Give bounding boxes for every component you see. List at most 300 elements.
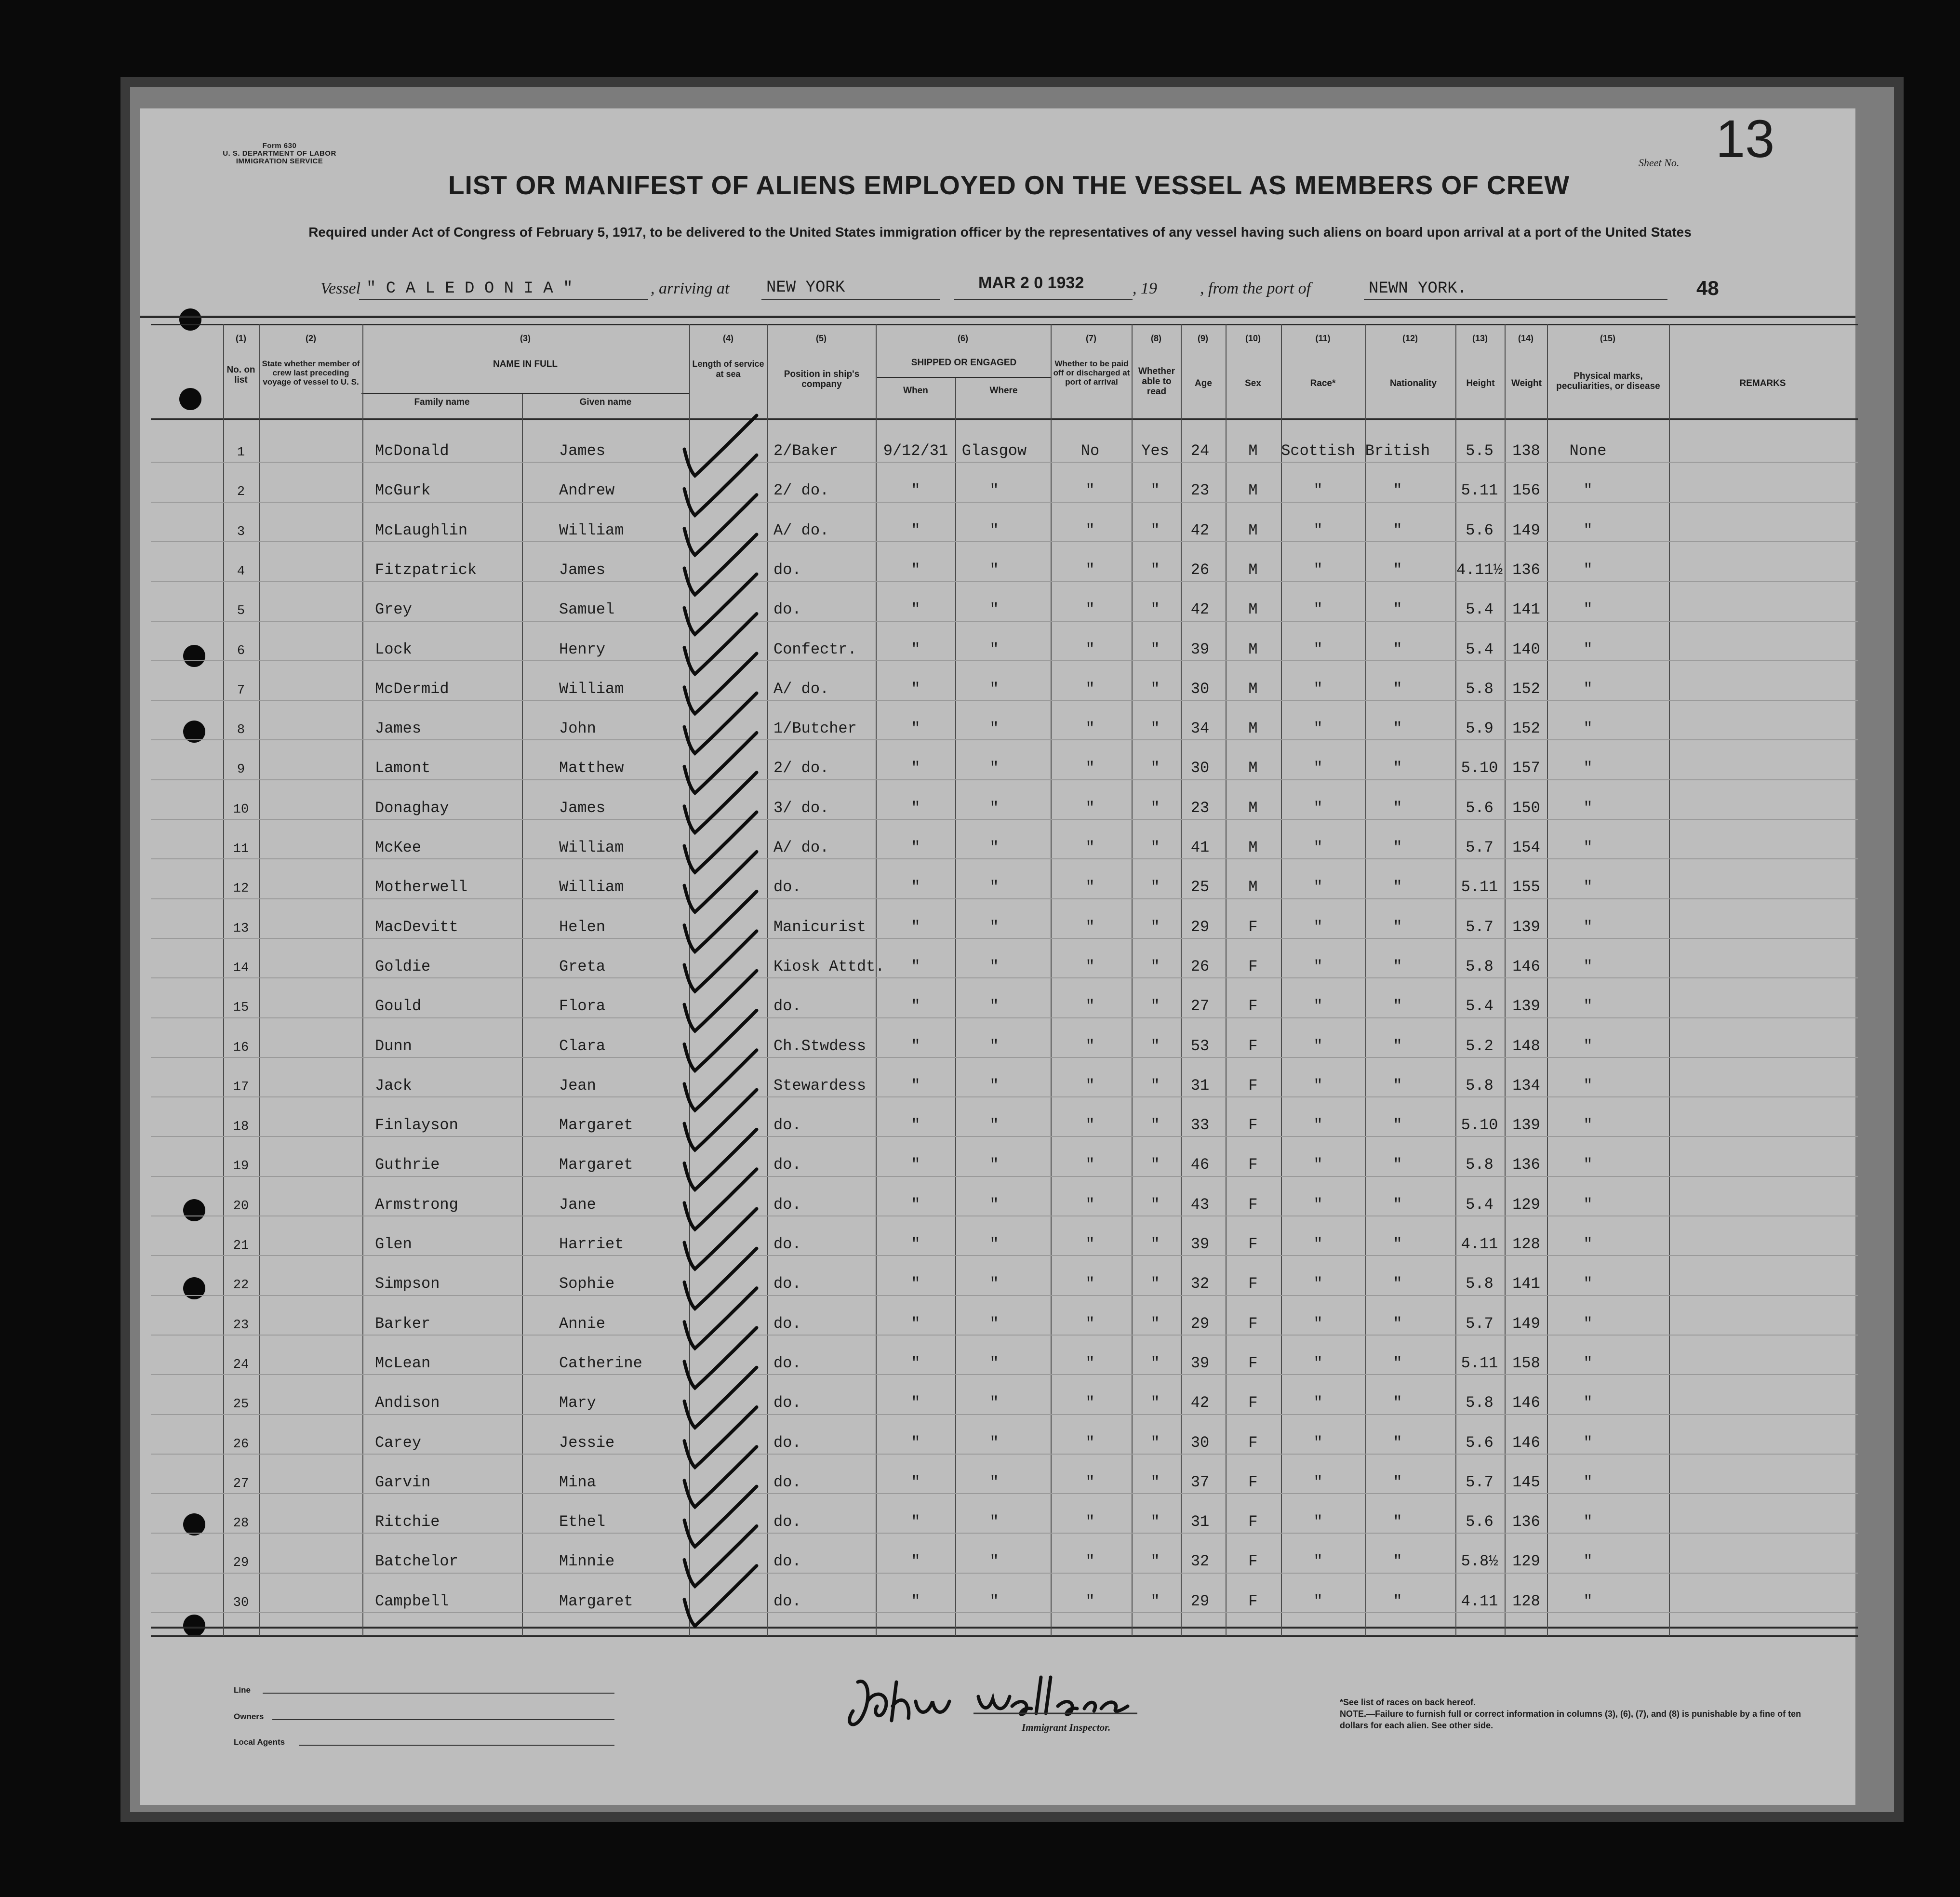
cell-nationality: " bbox=[1393, 521, 1402, 539]
row-number: 27 bbox=[233, 1476, 249, 1491]
cell-read: " bbox=[1150, 839, 1160, 856]
owners-label: Owners bbox=[234, 1712, 264, 1721]
cell-nationality: " bbox=[1393, 1354, 1402, 1372]
cell-age: 43 bbox=[1190, 1195, 1210, 1214]
cell-age: 46 bbox=[1190, 1156, 1210, 1174]
header-when: When bbox=[903, 386, 928, 396]
cell-when: " bbox=[911, 997, 920, 1015]
cell-height: 5.11 bbox=[1461, 1354, 1498, 1372]
cell-race: " bbox=[1313, 1513, 1323, 1531]
cell-sex: M bbox=[1248, 839, 1258, 856]
cell-height: 5.11 bbox=[1461, 878, 1498, 896]
cell-paid-off: " bbox=[1085, 1433, 1095, 1452]
cell-where: " bbox=[989, 481, 999, 500]
cell-position: 2/Baker bbox=[773, 442, 839, 460]
cell-where: " bbox=[989, 1156, 999, 1174]
cell-paid-off: " bbox=[1085, 957, 1095, 975]
cell-height: 5.4 bbox=[1466, 1195, 1493, 1214]
cell-race: " bbox=[1313, 561, 1323, 579]
cell-age: 32 bbox=[1190, 1275, 1210, 1293]
cell-age: 30 bbox=[1190, 759, 1210, 777]
cell-given: Jessie bbox=[559, 1433, 615, 1452]
cell-weight: 129 bbox=[1512, 1195, 1540, 1214]
row-number: 28 bbox=[233, 1516, 249, 1531]
cell-given: Catherine bbox=[559, 1354, 642, 1372]
cell-race: " bbox=[1313, 1354, 1323, 1372]
cell-age: 39 bbox=[1190, 1235, 1210, 1253]
cell-weight: 136 bbox=[1512, 1156, 1540, 1174]
cell-position: do. bbox=[773, 1354, 801, 1372]
cell-height: 5.7 bbox=[1466, 1314, 1493, 1333]
cell-race: " bbox=[1313, 1433, 1323, 1452]
cell-height: 5.8½ bbox=[1461, 1552, 1498, 1571]
cell-given: Jean bbox=[559, 1076, 596, 1095]
cell-height: 5.6 bbox=[1466, 1513, 1493, 1531]
cell-weight: 154 bbox=[1512, 839, 1540, 856]
cell-family: Lock bbox=[375, 640, 412, 658]
cell-given: Henry bbox=[559, 640, 606, 658]
cell-where: " bbox=[989, 601, 999, 619]
cell-family: McKee bbox=[375, 839, 422, 856]
cell-race: " bbox=[1313, 521, 1323, 539]
column-number: (13) bbox=[1472, 334, 1488, 343]
cell-family: Finlayson bbox=[375, 1116, 458, 1135]
cell-read: " bbox=[1150, 1235, 1160, 1253]
cell-position: Confectr. bbox=[773, 640, 857, 658]
header-sex: Sex bbox=[1245, 378, 1261, 388]
header-nationality: Nationality bbox=[1389, 378, 1437, 388]
cell-race: " bbox=[1313, 799, 1323, 817]
cell-where: " bbox=[989, 799, 999, 817]
cell-when: " bbox=[911, 1314, 920, 1333]
cell-nationality: " bbox=[1393, 1116, 1402, 1135]
cell-sex: M bbox=[1248, 481, 1258, 500]
cell-given: Margaret bbox=[559, 1592, 633, 1610]
cell-where: " bbox=[989, 1394, 999, 1412]
header-able-read: Whether able to read bbox=[1138, 366, 1175, 397]
cell-marks: " bbox=[1583, 601, 1593, 619]
cell-position: do. bbox=[773, 601, 801, 619]
cell-when: " bbox=[911, 1552, 920, 1571]
cell-sex: F bbox=[1248, 1275, 1258, 1293]
cell-given: William bbox=[559, 521, 624, 539]
cell-family: Fitzpatrick bbox=[375, 561, 477, 579]
cell-position: do. bbox=[773, 1116, 801, 1135]
cell-when: " bbox=[911, 1473, 920, 1491]
cell-nationality: " bbox=[1393, 1314, 1402, 1333]
cell-when: " bbox=[911, 1433, 920, 1452]
cell-weight: 158 bbox=[1512, 1354, 1540, 1372]
arriving-label: , arriving at bbox=[651, 280, 730, 297]
page-number: 48 bbox=[1696, 277, 1719, 299]
cell-read: " bbox=[1150, 799, 1160, 817]
cell-position: A/ do. bbox=[773, 680, 829, 698]
cell-given: William bbox=[559, 680, 624, 698]
cell-given: Andrew bbox=[559, 481, 615, 500]
cell-given: William bbox=[559, 839, 624, 856]
cell-weight: 141 bbox=[1512, 601, 1540, 619]
cell-when: " bbox=[911, 561, 920, 579]
cell-family: McDonald bbox=[375, 442, 449, 460]
column-number: (8) bbox=[1151, 334, 1161, 343]
cell-given: Samuel bbox=[559, 601, 615, 619]
cell-weight: 139 bbox=[1512, 1116, 1540, 1135]
cell-sex: M bbox=[1248, 561, 1258, 579]
cell-paid-off: " bbox=[1085, 680, 1095, 698]
cell-where: " bbox=[989, 957, 999, 975]
cell-paid-off: " bbox=[1085, 1592, 1095, 1610]
cell-when: " bbox=[911, 878, 920, 896]
cell-where: " bbox=[989, 1354, 999, 1372]
header-where: Where bbox=[989, 386, 1018, 396]
cell-age: 39 bbox=[1190, 1354, 1210, 1372]
cell-height: 5.8 bbox=[1466, 957, 1493, 975]
header-position: Position in ship's company bbox=[784, 369, 860, 389]
column-number: (2) bbox=[306, 334, 316, 343]
cell-read: " bbox=[1150, 1156, 1160, 1174]
column-number: (7) bbox=[1086, 334, 1096, 343]
cell-race: " bbox=[1313, 1235, 1323, 1253]
cell-where: " bbox=[989, 839, 999, 856]
cell-height: 5.10 bbox=[1461, 1116, 1498, 1135]
cell-when: " bbox=[911, 1195, 920, 1214]
cell-read: " bbox=[1150, 601, 1160, 619]
cell-paid-off: " bbox=[1085, 1156, 1095, 1174]
cell-nationality: " bbox=[1393, 878, 1402, 896]
cell-race: " bbox=[1313, 720, 1323, 738]
cell-paid-off: " bbox=[1085, 1314, 1095, 1333]
cell-where: " bbox=[989, 918, 999, 936]
cell-weight: 129 bbox=[1512, 1552, 1540, 1571]
cell-marks: " bbox=[1583, 1195, 1593, 1214]
cell-marks: " bbox=[1583, 521, 1593, 539]
line-rule bbox=[263, 1693, 614, 1694]
cell-when: " bbox=[911, 1513, 920, 1531]
cell-sex: M bbox=[1248, 521, 1258, 539]
cell-where: " bbox=[989, 521, 999, 539]
from-port-label: , from the port of bbox=[1200, 280, 1311, 297]
cell-read: " bbox=[1150, 957, 1160, 975]
header-shipped-engaged: SHIPPED OR ENGAGED bbox=[911, 358, 1017, 368]
cell-given: Ethel bbox=[559, 1513, 606, 1531]
cell-read: " bbox=[1150, 640, 1160, 658]
cell-given: Margaret bbox=[559, 1156, 633, 1174]
cell-position: do. bbox=[773, 1394, 801, 1412]
cell-paid-off: " bbox=[1085, 1275, 1095, 1293]
line-label: Line bbox=[234, 1685, 251, 1695]
cell-position: do. bbox=[773, 1195, 801, 1214]
cell-position: do. bbox=[773, 997, 801, 1015]
cell-when: " bbox=[911, 799, 920, 817]
cell-nationality: " bbox=[1393, 1235, 1402, 1253]
cell-family: Simpson bbox=[375, 1275, 440, 1293]
cell-height: 5.9 bbox=[1466, 720, 1493, 738]
cell-sex: F bbox=[1248, 1592, 1258, 1610]
row-number: 13 bbox=[233, 921, 249, 936]
cell-where: " bbox=[989, 1513, 999, 1531]
cell-position: Kiosk Attdt. bbox=[773, 957, 885, 975]
cell-marks: " bbox=[1583, 680, 1593, 698]
cell-height: 5.4 bbox=[1466, 997, 1493, 1015]
cell-given: Jane bbox=[559, 1195, 596, 1214]
cell-weight: 157 bbox=[1512, 759, 1540, 777]
cell-age: 41 bbox=[1190, 839, 1210, 856]
cell-when: " bbox=[911, 601, 920, 619]
cell-age: 29 bbox=[1190, 1314, 1210, 1333]
header-remarks: REMARKS bbox=[1739, 378, 1786, 388]
cell-position: do. bbox=[773, 1552, 801, 1571]
cell-read: " bbox=[1150, 1592, 1160, 1610]
cell-paid-off: " bbox=[1085, 601, 1095, 619]
cell-paid-off: " bbox=[1085, 1552, 1095, 1571]
cell-weight: 139 bbox=[1512, 918, 1540, 936]
cell-age: 53 bbox=[1190, 1037, 1210, 1055]
cell-where: " bbox=[989, 1314, 999, 1333]
cell-read: " bbox=[1150, 1195, 1160, 1214]
cell-height: 4.11½ bbox=[1456, 561, 1503, 579]
cell-nationality: " bbox=[1393, 1433, 1402, 1452]
cell-position: do. bbox=[773, 1433, 801, 1452]
cell-position: A/ do. bbox=[773, 839, 829, 856]
cell-weight: 136 bbox=[1512, 561, 1540, 579]
cell-where: Glasgow bbox=[961, 442, 1027, 460]
cell-where: " bbox=[989, 759, 999, 777]
cell-height: 5.6 bbox=[1466, 799, 1493, 817]
cell-age: 23 bbox=[1190, 799, 1210, 817]
cell-when: " bbox=[911, 1354, 920, 1372]
cell-where: " bbox=[989, 1592, 999, 1610]
cell-given: John bbox=[559, 720, 596, 738]
cell-age: 42 bbox=[1190, 1394, 1210, 1412]
cell-sex: F bbox=[1248, 1116, 1258, 1135]
row-number: 17 bbox=[233, 1080, 249, 1095]
cell-position: do. bbox=[773, 1235, 801, 1253]
cell-family: McGurk bbox=[375, 481, 431, 500]
cell-given: James bbox=[559, 442, 606, 460]
cell-weight: 146 bbox=[1512, 1433, 1540, 1452]
cell-when: " bbox=[911, 918, 920, 936]
cell-race: " bbox=[1313, 1314, 1323, 1333]
cell-sex: M bbox=[1248, 720, 1258, 738]
cell-given: William bbox=[559, 878, 624, 896]
cell-position: 1/Butcher bbox=[773, 720, 857, 738]
header-state-whether: State whether member of crew last preceding voyage of vessel to U. S. bbox=[262, 359, 360, 387]
cell-weight: 156 bbox=[1512, 481, 1540, 500]
cell-weight: 146 bbox=[1512, 1394, 1540, 1412]
cell-age: 39 bbox=[1190, 640, 1210, 658]
cell-position: do. bbox=[773, 1275, 801, 1293]
cell-family: Armstrong bbox=[375, 1195, 458, 1214]
cell-position: A/ do. bbox=[773, 521, 829, 539]
cell-when: " bbox=[911, 1037, 920, 1055]
cell-height: 5.4 bbox=[1466, 640, 1493, 658]
cell-paid-off: " bbox=[1085, 1473, 1095, 1491]
cell-height: 5.8 bbox=[1466, 1156, 1493, 1174]
cell-marks: " bbox=[1583, 1433, 1593, 1452]
cell-height: 5.2 bbox=[1466, 1037, 1493, 1055]
cell-when: " bbox=[911, 1235, 920, 1253]
cell-nationality: " bbox=[1393, 720, 1402, 738]
cell-given: Sophie bbox=[559, 1275, 615, 1293]
cell-sex: M bbox=[1248, 680, 1258, 698]
cell-race: " bbox=[1313, 1037, 1323, 1055]
cell-height: 5.8 bbox=[1466, 680, 1493, 698]
cell-race: " bbox=[1313, 1592, 1323, 1610]
cell-age: 31 bbox=[1190, 1513, 1210, 1531]
cell-marks: " bbox=[1583, 918, 1593, 936]
row-number: 14 bbox=[233, 961, 249, 975]
row-number: 11 bbox=[233, 842, 249, 856]
cell-when: " bbox=[911, 1076, 920, 1095]
row-number: 21 bbox=[233, 1239, 249, 1253]
page-subtitle: Required under Act of Congress of February 5, 1917, to be delivered to the United States immigration officer by the representatives of any vessel having such aliens on board upon arrival at a port of the United States bbox=[308, 225, 1692, 240]
cell-age: 42 bbox=[1190, 521, 1210, 539]
cell-marks: " bbox=[1583, 759, 1593, 777]
cell-sex: F bbox=[1248, 1235, 1258, 1253]
cell-paid-off: " bbox=[1085, 799, 1095, 817]
cell-given: Mary bbox=[559, 1394, 596, 1412]
cell-nationality: " bbox=[1393, 1473, 1402, 1491]
cell-position: Stewardess bbox=[773, 1076, 867, 1095]
cell-age: 23 bbox=[1190, 481, 1210, 500]
cell-weight: 134 bbox=[1512, 1076, 1540, 1095]
cell-marks: " bbox=[1583, 799, 1593, 817]
cell-age: 30 bbox=[1190, 680, 1210, 698]
local-agents-label: Local Agents bbox=[234, 1737, 285, 1747]
cell-family: Carey bbox=[375, 1433, 422, 1452]
cell-nationality: " bbox=[1393, 481, 1402, 500]
cell-where: " bbox=[989, 1552, 999, 1571]
cell-weight: 155 bbox=[1512, 878, 1540, 896]
cell-position: do. bbox=[773, 561, 801, 579]
cell-nationality: " bbox=[1393, 918, 1402, 936]
row-number: 2 bbox=[237, 485, 245, 500]
sheet-number: 13 bbox=[1716, 109, 1775, 169]
cell-nationality: " bbox=[1393, 799, 1402, 817]
cell-marks: " bbox=[1583, 1552, 1593, 1571]
cell-race: " bbox=[1313, 481, 1323, 500]
cell-where: " bbox=[989, 1037, 999, 1055]
cell-age: 26 bbox=[1190, 561, 1210, 579]
cell-when: " bbox=[911, 1394, 920, 1412]
cell-paid-off: " bbox=[1085, 759, 1095, 777]
cell-marks: " bbox=[1583, 1235, 1593, 1253]
cell-position: do. bbox=[773, 1473, 801, 1491]
cell-weight: 128 bbox=[1512, 1235, 1540, 1253]
cell-age: 37 bbox=[1190, 1473, 1210, 1491]
header-family-name: Family name bbox=[414, 397, 470, 407]
cell-when: " bbox=[911, 1275, 920, 1293]
row-number: 1 bbox=[237, 445, 245, 460]
cell-paid-off: " bbox=[1085, 1037, 1095, 1055]
cell-weight: 149 bbox=[1512, 521, 1540, 539]
cell-position: 2/ do. bbox=[773, 481, 829, 500]
cell-height: 5.11 bbox=[1461, 481, 1498, 500]
cell-position: Manicurist bbox=[773, 918, 867, 936]
row-number: 12 bbox=[233, 882, 249, 896]
cell-family: McLaughlin bbox=[375, 521, 468, 539]
cell-marks: " bbox=[1583, 1513, 1593, 1531]
cell-paid-off: " bbox=[1085, 720, 1095, 738]
from-port: NEWN YORK. bbox=[1369, 280, 1467, 298]
cell-read: " bbox=[1150, 561, 1160, 579]
agents-rule bbox=[299, 1745, 614, 1746]
cell-when: " bbox=[911, 839, 920, 856]
vessel-label: Vessel bbox=[320, 280, 361, 297]
header-height: Height bbox=[1466, 378, 1495, 388]
cell-paid-off: " bbox=[1085, 839, 1095, 856]
cell-marks: " bbox=[1583, 1354, 1593, 1372]
cell-race: " bbox=[1313, 1394, 1323, 1412]
cell-height: 4.11 bbox=[1461, 1235, 1498, 1253]
cell-sex: M bbox=[1248, 799, 1258, 817]
cell-race: " bbox=[1313, 1195, 1323, 1214]
cell-paid-off: " bbox=[1085, 1076, 1095, 1095]
note-failure: NOTE.—Failure to furnish full or correct information in columns (3), (6), (7), and (8) is punishable by a fine of ten dollars for each alien. See other side. bbox=[1340, 1709, 1801, 1730]
row-number: 15 bbox=[233, 1001, 249, 1015]
header-name-in-full: NAME IN FULL bbox=[493, 359, 558, 369]
cell-height: 5.10 bbox=[1461, 759, 1498, 777]
cell-weight: 138 bbox=[1512, 442, 1540, 460]
cell-sex: F bbox=[1248, 1354, 1258, 1372]
cell-family: Campbell bbox=[375, 1592, 449, 1610]
cell-read: " bbox=[1150, 1473, 1160, 1491]
cell-nationality: " bbox=[1393, 957, 1402, 975]
cell-sex: F bbox=[1248, 1433, 1258, 1452]
cell-sex: F bbox=[1248, 1314, 1258, 1333]
cell-where: " bbox=[989, 1235, 999, 1253]
cell-race: " bbox=[1313, 1156, 1323, 1174]
row-number: 30 bbox=[233, 1595, 249, 1610]
cell-race: " bbox=[1313, 680, 1323, 698]
cell-weight: 148 bbox=[1512, 1037, 1540, 1055]
cell-given: Clara bbox=[559, 1037, 606, 1055]
cell-marks: " bbox=[1583, 878, 1593, 896]
cell-paid-off: " bbox=[1085, 1513, 1095, 1531]
cell-read: " bbox=[1150, 1552, 1160, 1571]
cell-read: " bbox=[1150, 759, 1160, 777]
cell-marks: " bbox=[1583, 1116, 1593, 1135]
cell-given: Flora bbox=[559, 997, 606, 1015]
cell-marks: " bbox=[1583, 481, 1593, 500]
cell-when: " bbox=[911, 521, 920, 539]
cell-nationality: " bbox=[1393, 1275, 1402, 1293]
cell-age: 29 bbox=[1190, 918, 1210, 936]
column-number: (15) bbox=[1600, 334, 1615, 343]
cell-read: " bbox=[1150, 1275, 1160, 1293]
cell-position: 3/ do. bbox=[773, 799, 829, 817]
header-given-name: Given name bbox=[579, 397, 632, 407]
cell-family: Garvin bbox=[375, 1473, 431, 1491]
cell-family: Goldie bbox=[375, 957, 431, 975]
cell-read: " bbox=[1150, 1314, 1160, 1333]
row-number: 18 bbox=[233, 1120, 249, 1135]
cell-read: " bbox=[1150, 1394, 1160, 1412]
cell-given: Greta bbox=[559, 957, 606, 975]
cell-where: " bbox=[989, 720, 999, 738]
cell-height: 5.5 bbox=[1466, 442, 1493, 460]
note-races: *See list of races on back hereof. bbox=[1340, 1697, 1476, 1707]
cell-nationality: " bbox=[1393, 680, 1402, 698]
cell-nationality: " bbox=[1393, 1156, 1402, 1174]
cell-age: 42 bbox=[1190, 601, 1210, 619]
row-number: 19 bbox=[233, 1159, 249, 1174]
cell-family: Ritchie bbox=[375, 1513, 440, 1531]
cell-read: " bbox=[1150, 918, 1160, 936]
cell-nationality: " bbox=[1393, 1394, 1402, 1412]
cell-read: " bbox=[1150, 1037, 1160, 1055]
cell-race: Scottish bbox=[1281, 442, 1355, 460]
